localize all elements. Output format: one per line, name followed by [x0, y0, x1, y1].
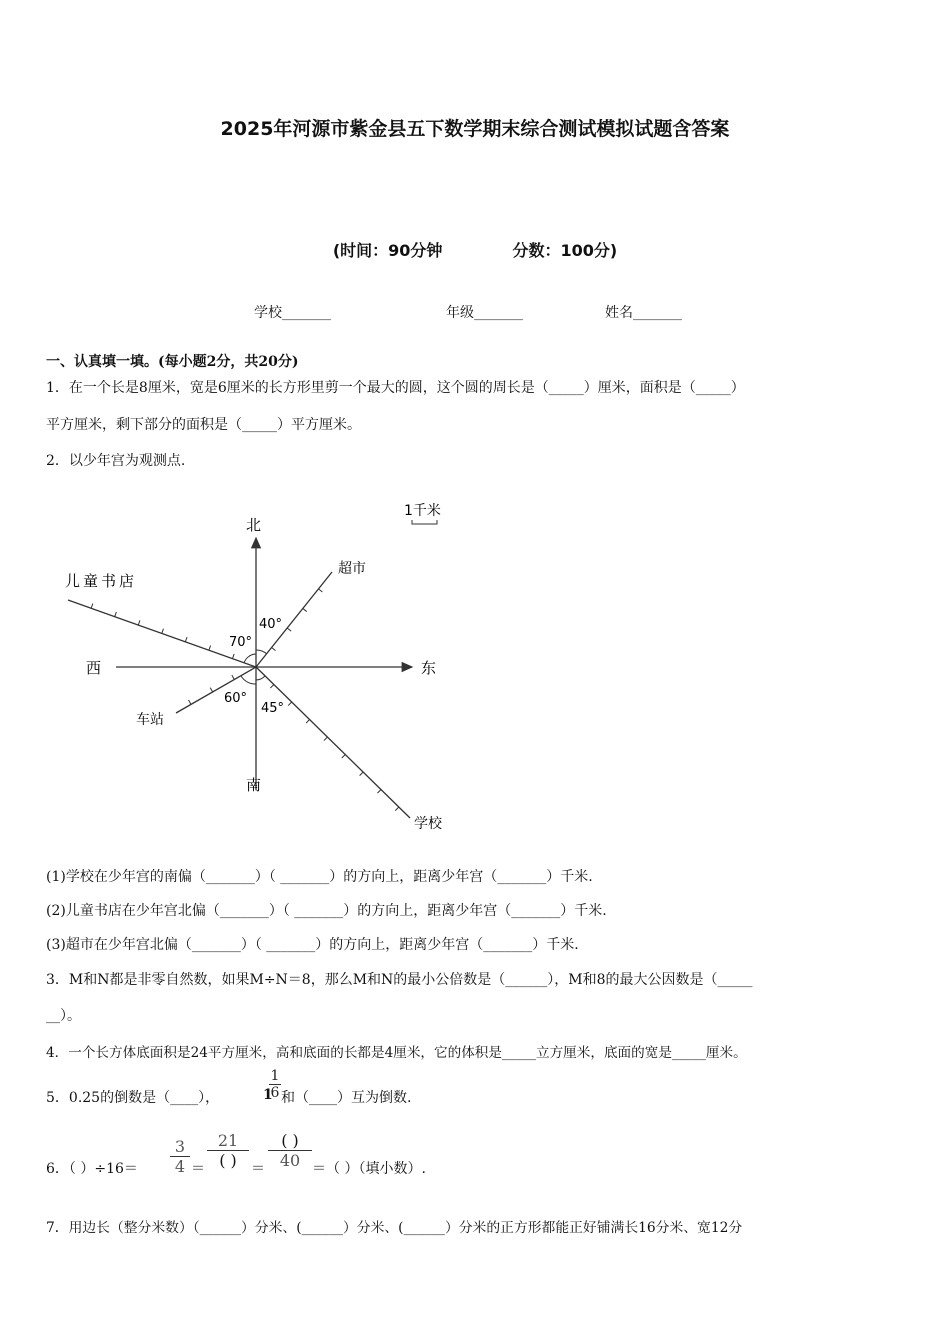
page-title: 2025年河源市紫金县五下数学期末综合测试模拟试题含答案 [220, 118, 730, 140]
section-heading: 一、认真填一填。(每小题2分，共20分) [46, 354, 299, 370]
question-1-line1: 1．在一个长是8厘米，宽是6厘米的长方形里剪一个最大的圆，这个圆的周长是（_____）厘米，面积是（_____） [46, 380, 745, 396]
scale-tick [342, 755, 346, 759]
score-info: 分数：100分) [512, 241, 618, 260]
direction-diagram [40, 490, 480, 840]
question-3-line1: 3．M和N都是非零自然数，如果M÷N＝8，那么M和N的最小公倍数是（______），M和8的最大公因数是（_____ [46, 972, 753, 988]
mixed-number-fraction [269, 1068, 281, 1101]
east-label: 东 [421, 659, 437, 677]
fraction-blank-40 [268, 1131, 312, 1170]
question-7: 7．用边长（整分米数）（______）分米、(______）分米、(______）分米的正方形都能正好铺满长16分米、宽12分 [46, 1220, 743, 1236]
scale-bar [412, 520, 437, 524]
question-5-suffix: 和（____）互为倒数. [281, 1090, 412, 1106]
exam-info [0, 238, 950, 261]
scale-tick [162, 629, 164, 634]
south-label: 南 [246, 776, 262, 794]
fraction-numerator: 1 [270, 1068, 280, 1084]
angle-label-70: 70° [229, 635, 253, 650]
scale-tick [115, 612, 117, 617]
scale-tick [209, 646, 211, 651]
mixed-number-whole: 1 [263, 1087, 273, 1103]
question-6-prefix: 6．（ ）÷16＝ [46, 1161, 138, 1177]
question-3-line2: __）。 [46, 1008, 81, 1024]
fraction-denominator: 6 [270, 1085, 280, 1101]
angle-arc-40 [256, 650, 267, 654]
angle-label-40: 40° [259, 617, 283, 632]
scale-tick [324, 737, 328, 741]
scale-label: 1千米 [404, 503, 441, 519]
fraction-21-blank [207, 1131, 249, 1170]
question-5-prefix: 5．0.25的倒数是（____）， [46, 1090, 220, 1106]
fraction-numerator: 21 [217, 1131, 239, 1150]
time-info: (时间：90分钟 [332, 241, 443, 260]
angle-arc-45 [256, 676, 265, 680]
equals-sign-2: ＝ [251, 1161, 265, 1177]
question-6-suffix: ＝（ ）（填小数）. [312, 1161, 426, 1177]
north-label: 北 [246, 516, 262, 534]
fraction-denominator: 40 [268, 1150, 312, 1170]
angle-arc-60 [241, 676, 256, 684]
question-2-part-1: (1)学校在少年宫的南偏（_______）（ _______）的方向上，距离少年宫（_______）千米. [46, 869, 593, 885]
scale-tick [360, 772, 364, 776]
scale-tick [318, 589, 322, 592]
station-label: 车站 [136, 712, 164, 728]
scale-tick [232, 654, 234, 659]
scale-tick [210, 688, 212, 692]
scale-tick [138, 620, 140, 625]
west-label: 西 [86, 659, 102, 677]
school-field: 学校_______ [254, 305, 331, 321]
fraction-3-4 [170, 1137, 190, 1176]
name-field: 姓名_______ [605, 305, 682, 321]
fraction-denominator: 4 [170, 1156, 190, 1176]
school-ray [256, 667, 410, 818]
scale-tick [185, 637, 187, 642]
scale-tick [306, 720, 310, 724]
question-1-line2: 平方厘米，剩下部分的面积是（_____）平方厘米。 [46, 417, 361, 433]
question-2-part-2: (2)儿童书店在少年宫北偏（_______）（ _______）的方向上，距离少年宫（_______）千米. [46, 903, 607, 919]
scale-tick [377, 790, 381, 794]
angle-label-60: 60° [224, 691, 248, 706]
scale-tick [395, 807, 399, 811]
fraction-denominator: ( ) [207, 1150, 249, 1170]
equals-sign-1: ＝ [191, 1161, 205, 1177]
grade-field: 年级_______ [446, 305, 523, 321]
question-4: 4．一个长方体底面积是24平方厘米，高和底面的长都是4厘米，它的体积是_____立方厘米，底面的宽是_____厘米。 [46, 1045, 747, 1061]
station-ray [176, 667, 256, 713]
scale-tick [270, 685, 274, 689]
scale-tick [287, 628, 291, 631]
question-2-part-3: (3)超市在少年宫北偏（_______）（ _______）的方向上，距离少年宫（_______）千米. [46, 937, 579, 953]
angle-label-45: 45° [261, 701, 285, 716]
fraction-numerator: 3 [174, 1137, 186, 1156]
scale-tick [91, 604, 93, 609]
supermarket-label: 超市 [338, 561, 366, 577]
scale-tick [303, 608, 307, 611]
bookstore-label: 儿童书店 [65, 572, 138, 590]
scale-tick [232, 675, 234, 679]
school-label: 学校 [414, 816, 442, 832]
angle-arc-70 [244, 654, 256, 663]
scale-tick [188, 700, 190, 704]
fraction-numerator: ( ) [281, 1131, 299, 1150]
question-2: 2．以少年宫为观测点. [46, 453, 186, 469]
scale-tick [288, 702, 292, 706]
scale-tick [272, 647, 276, 650]
